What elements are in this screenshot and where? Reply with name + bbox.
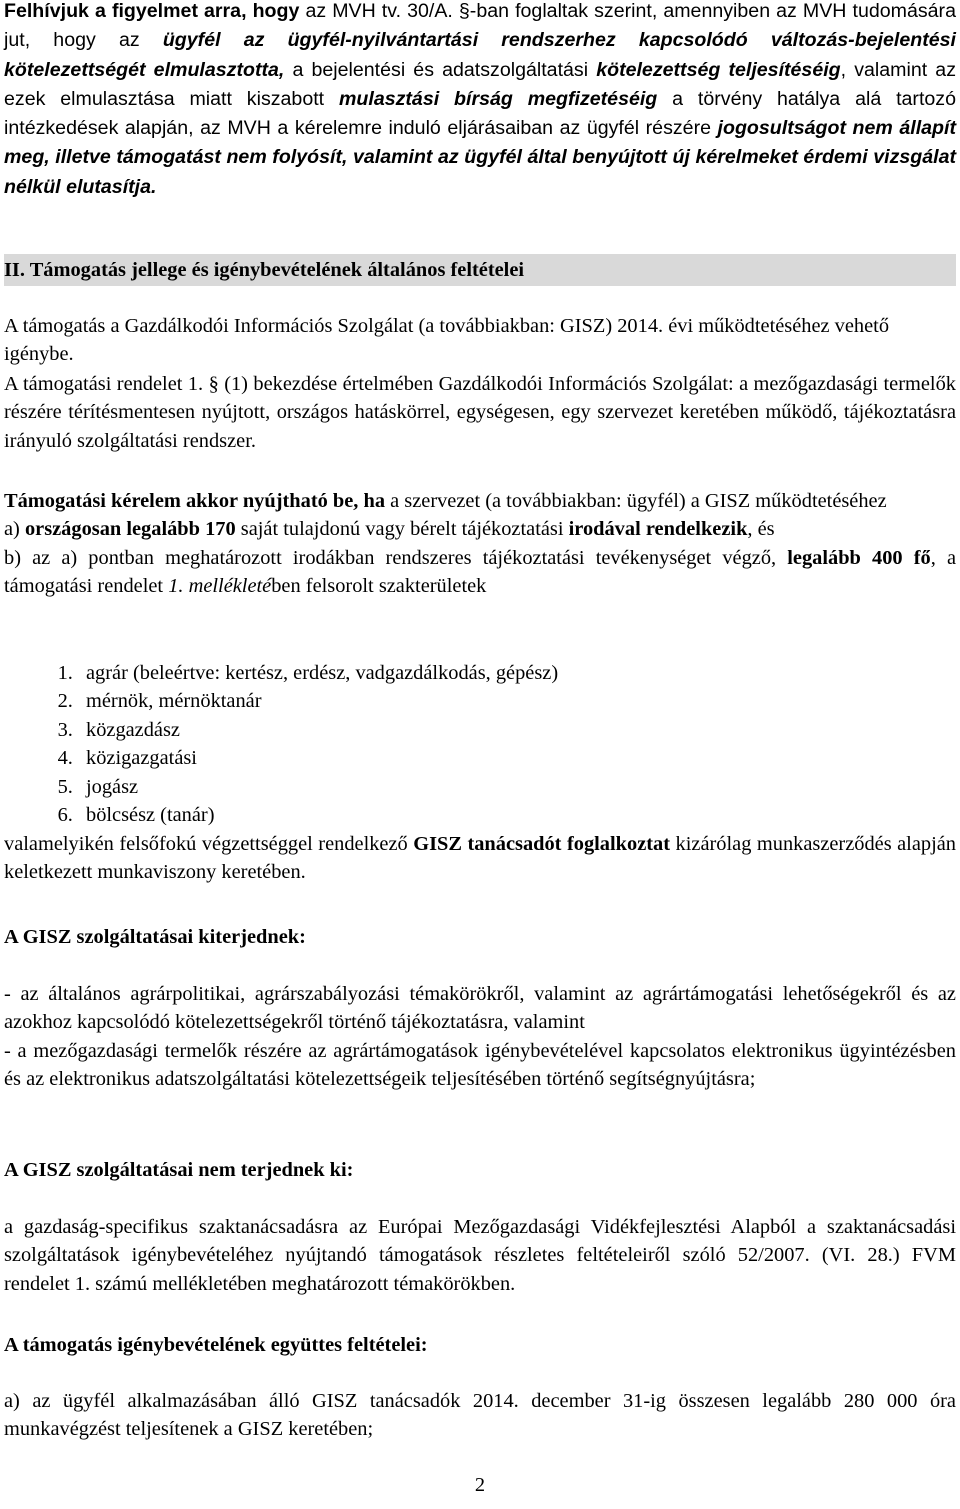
eligibility-intro bbox=[4, 487, 956, 515]
advisor-text: valamelyikén felsőfokú végzettséggel rendelkező bbox=[4, 833, 414, 855]
heading-services-exclude: A GISZ szolgáltatásai nem terjednek ki: bbox=[4, 1159, 354, 1181]
eligibility-condition-b bbox=[4, 544, 956, 601]
specialty-item: 2. mérnök, mérnöktanár bbox=[78, 687, 956, 715]
condition-a-label: a) bbox=[4, 518, 25, 541]
notice-emphasis: mulasztási bírság megfizetéséig bbox=[338, 87, 658, 110]
services-exclude-paragraph: a gazdaság-specifikus szaktanácsadásra az Európai Mezőgazdasági Vidékfejlesztési Alapból a szaktanácsadási szolgáltatások igénybevételéhez nyújtandó támogatások részletes feltételeiről szóló 52/2007. (VI. 28.) FVM rendelet 1. számú mellékletében meghatározott témakörökben. bbox=[4, 1216, 956, 1295]
section-heading-ii: II. Támogatás jellege és igénybevételének általános feltételei bbox=[4, 254, 956, 286]
specialty-list bbox=[4, 659, 956, 829]
advisor-requirement: GISZ tanácsadót foglalkoztat bbox=[413, 833, 671, 855]
service-item: - az általános agrárpolitikai, agrárszabályozási témakörökről, valamint az agrártámogatási lehetőségekről és az azokhoz kapcsolódó kötelezettségekről történő tájékoztatásra, valamint bbox=[4, 983, 956, 1034]
condition-b-text-2: , a támogatási rendelet bbox=[4, 546, 956, 598]
notice-text: az MVH tv. 30/A. §-ban foglaltak szerint, amennyiben az MVH tudomására jut, hogy az bbox=[4, 0, 956, 52]
annex-reference: 1. mellékleté bbox=[168, 575, 272, 598]
condition-a-text: saját tulajdonú vagy bérelt tájékoztatási bbox=[235, 518, 569, 541]
advisor-text-end: kizárólag munkaszerződés alapján keletkezett munkaviszony keretében. bbox=[4, 833, 956, 884]
eligibility-lead: Támogatási kérelem akkor nyújtható be, ha bbox=[4, 490, 386, 512]
notice-lead: Felhívjuk a figyelmet arra, hogy bbox=[4, 0, 300, 22]
notice-paragraph bbox=[4, 0, 956, 202]
specialty-ordered-list bbox=[4, 659, 956, 829]
heading-services-include: A GISZ szolgáltatásai kiterjednek: bbox=[4, 926, 306, 948]
notice-emphasis: jogosultságot nem állapít meg, illetve támogatást nem folyósít, valamint az ügyfél által benyújtott új kérelmeket érdemi vizsgálat nélkül elutasítja. bbox=[4, 117, 956, 198]
services-include-list bbox=[4, 980, 956, 1094]
advisor-employment-paragraph bbox=[4, 830, 956, 887]
office-count: országosan legalább 170 bbox=[24, 518, 236, 541]
condition-b-text: b) az a) pontban meghatározott irodákban rendszeres tájékoztatási tevékenységet végző, bbox=[4, 546, 788, 569]
specialty-item: 3. közgazdász bbox=[78, 716, 956, 744]
page-number: 2 bbox=[474, 1474, 486, 1496]
specialty-item: 1. agrár (beleértve: kertész, erdész, vadgazdálkodás, gépész) bbox=[78, 659, 956, 687]
staff-count: legalább 400 fő bbox=[787, 546, 931, 569]
notice-text: a törvény hatálya alá tartozó intézkedések alapján, az MVH a kérelemre induló eljárásaiban az ügyfél részére bbox=[4, 87, 956, 140]
heading-joint-conditions: A támogatás igénybevételének együttes feltételei: bbox=[4, 1334, 428, 1356]
notice-text: a bejelentési és adatszolgáltatási bbox=[284, 58, 597, 81]
specialty-item: 6. bölcsész (tanár) bbox=[78, 801, 956, 829]
regulation-definition-paragraph: A támogatási rendelet 1. § (1) bekezdése értelmében Gazdálkodói Információs Szolgálat: a mezőgazdasági termelők részére térítésmentesen nyújtott, országos hatáskörrel, egységesen, egy szervezet keretében működő, tájékoztatásra irányuló szolgáltatási rendszer. bbox=[4, 373, 956, 452]
service-item: - a mezőgazdasági termelők részére az agrártámogatások igénybevételével kapcsolatos elektronikus ügyintézésben és az elektronikus adatszolgáltatási kötelezettségeik teljesítésében történő segítségnyújtásra; bbox=[4, 1039, 956, 1091]
condition-b-end: ben felsorolt szakterületek bbox=[271, 575, 487, 598]
eligibility-paragraph bbox=[4, 487, 956, 601]
office-requirement: irodával rendelkezik bbox=[568, 518, 748, 541]
specialty-item: 5. jogász bbox=[78, 773, 956, 801]
eligibility-text: a szervezet (a továbbiakban: ügyfél) a GISZ működtetéséhez bbox=[385, 490, 887, 512]
condition-a-end: , és bbox=[747, 518, 775, 541]
notice-emphasis: kötelezettség teljesítéséig bbox=[596, 58, 841, 81]
joint-condition-a: a) az ügyfél alkalmazásában álló GISZ tanácsadók 2014. december 31-ig összesen legalább 280 000 óra munkavégzést teljesítenek a GISZ keretében; bbox=[4, 1390, 956, 1441]
notice-text: , valamint az ezek elmulasztása miatt kiszabott bbox=[4, 58, 956, 110]
notice-emphasis: ügyfél az ügyfél-nyilvántartási rendszerhez kapcsolódó változás-bejelentési kötelezettségét elmulasztotta, bbox=[4, 29, 956, 81]
eligibility-condition-a bbox=[4, 515, 956, 543]
specialty-item: 4. közigazgatási bbox=[78, 744, 956, 772]
support-usage-paragraph: A támogatás a Gazdálkodói Információs Szolgálat (a továbbiakban: GISZ) 2014. évi működtetéséhez vehető igénybe. bbox=[4, 315, 890, 366]
